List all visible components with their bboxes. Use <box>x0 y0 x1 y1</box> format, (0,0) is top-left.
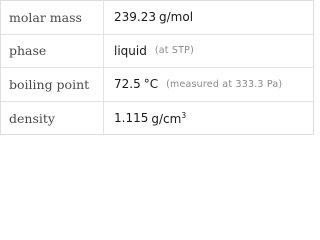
density-unit <box>151 111 186 126</box>
row-value <box>104 102 313 136</box>
table-row-phase <box>1 35 313 69</box>
row-label: density <box>1 102 104 136</box>
phase-value: liquid <box>114 43 147 58</box>
molar-mass-value: 239.23 <box>114 10 156 25</box>
row-value <box>104 35 313 68</box>
row-value <box>104 68 313 101</box>
phase-note: (at STP) <box>154 45 194 57</box>
density-unit-base: g/cm <box>151 111 182 126</box>
boiling-point-unit: °C <box>143 77 159 92</box>
row-label: phase <box>1 35 104 68</box>
table-row-boiling-point <box>1 68 313 102</box>
row-label: molar mass <box>1 1 104 34</box>
boiling-point-value: 72.5 <box>114 77 141 92</box>
table-row-density <box>1 102 313 136</box>
boiling-point-note: (measured at 333.3 Pa) <box>166 78 283 90</box>
density-unit-exponent: 3 <box>181 110 187 120</box>
table-row-molar-mass <box>1 1 313 35</box>
row-label: boiling point <box>1 68 104 101</box>
molar-mass-unit: g/mol <box>159 10 194 25</box>
row-value <box>104 1 313 34</box>
density-value: 1.115 <box>114 111 149 126</box>
